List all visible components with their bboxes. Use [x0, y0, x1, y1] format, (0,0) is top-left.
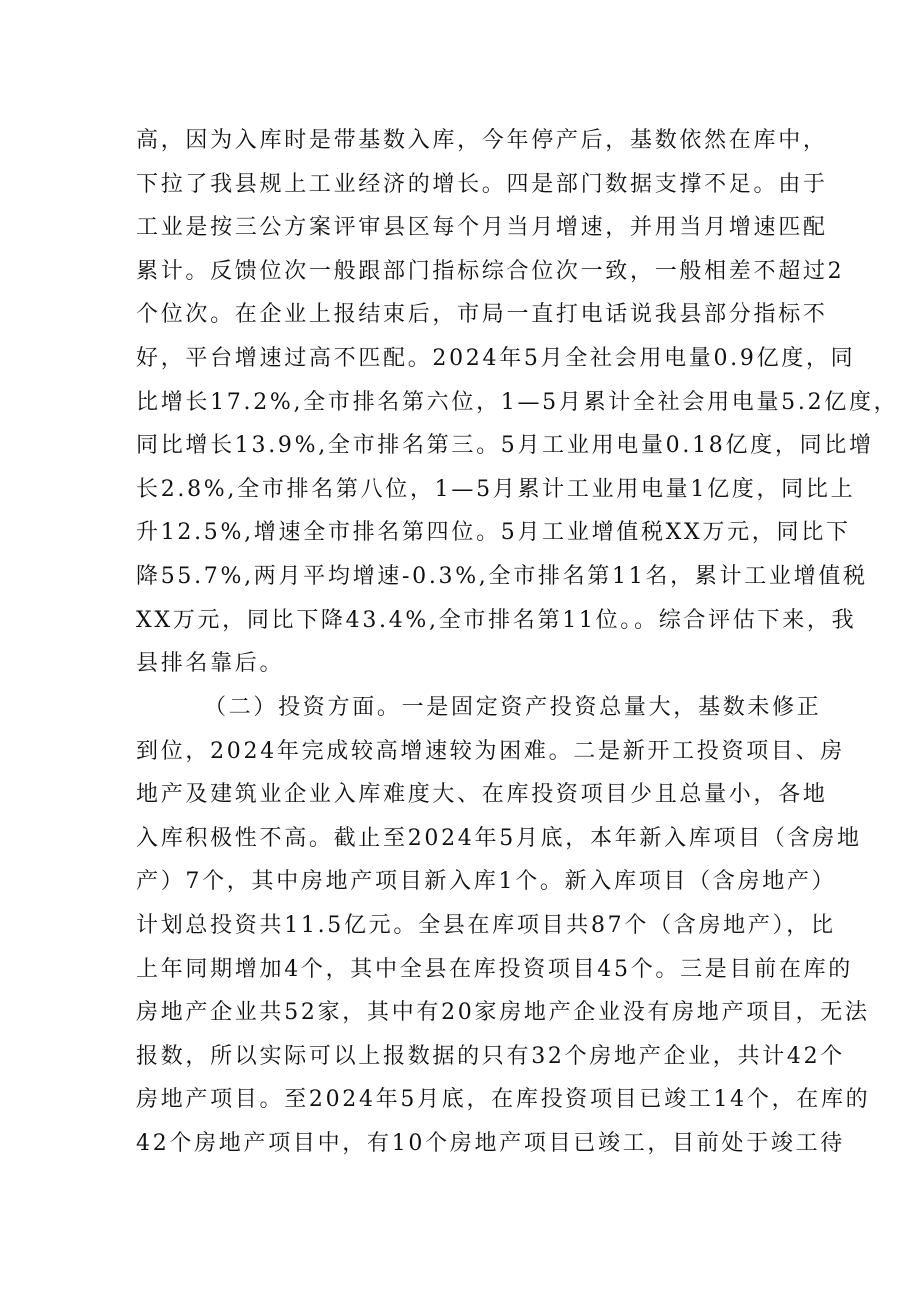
- text-line: 比增长17.2%,全市排名第六位，1—5月累计全社会用电量5.2亿度，: [136, 389, 899, 415]
- text-line: 长2.8%,全市排名第八位，1—5月累计工业用电量1亿度，同比上: [136, 476, 856, 502]
- text-line: 房地产企业共52家，其中有20家房地产企业没有房地产项目，无法: [136, 1000, 870, 1026]
- text-line: 到位，2024年完成较高增速较为困难。二是新开工投资项目、房: [136, 738, 845, 764]
- paragraph-investment: [136, 686, 871, 1166]
- text-line: 好，平台增速过高不匹配。2024年5月全社会用电量0.9亿度，同: [136, 345, 856, 371]
- text-line: 县排名靠后。: [136, 651, 285, 677]
- text-line: 地产及建筑业企业入库难度大、在库投资项目少且总量小，各地: [136, 782, 828, 808]
- text-line: 下拉了我县规上工业经济的增长。四是部门数据支撑不足。由于: [136, 171, 828, 197]
- text-line: 上年同期增加4个，其中全县在库投资项目45个。三是目前在库的: [136, 956, 853, 982]
- text-line: 计划总投资共11.5亿元。全县在库项目共87个（含房地产），比: [136, 912, 836, 938]
- text-line: 入库积极性不高。截止至2024年5月底，本年新入库项目（含房地: [136, 825, 862, 851]
- text-line: 42个房地产项目中，有10个房地产项目已竣工，目前处于竣工待: [136, 1130, 845, 1156]
- section-heading-line: （二）投资方面。一是固定资产投资总量大，基数未修正: [204, 695, 822, 720]
- text-line: 产）7个，其中房地产项目新入库1个。新入库项目（含房地产）: [136, 869, 837, 895]
- text-line: 个位次。在企业上报结束后，市局一直打电话说我县部分指标不: [136, 302, 828, 328]
- text-line: 高，因为入库时是带基数入库，今年停产后，基数依然在库中，: [136, 128, 828, 153]
- text-line: 工业是按三公方案评审县区每个月当月增速，并用当月增速匹配: [136, 215, 828, 241]
- paragraph-industry: [136, 119, 899, 686]
- text-line: XX万元，同比下降43.4%,全市排名第11位。。综合评估下来，我: [136, 607, 857, 633]
- text-line: 降55.7%,两月平均增速-0.3%,全市排名第11名，累计工业增值税: [136, 563, 868, 589]
- text-line: 房地产项目。至2024年5月底，在库投资项目已竣工14个，在库的: [136, 1087, 871, 1113]
- text-line: 同比增长13.9%,全市排名第三。5月工业用电量0.18亿度，同比增: [136, 433, 874, 459]
- text-line: 报数，所以实际可以上报数据的只有32个房地产企业，共计42个: [136, 1043, 845, 1069]
- text-line: 累计。反馈位次一般跟部门指标综合位次一致，一般相差不超过2: [136, 258, 845, 284]
- text-line: 升12.5%,增速全市排名第四位。5月工业增值税XX万元，同比下: [136, 520, 851, 546]
